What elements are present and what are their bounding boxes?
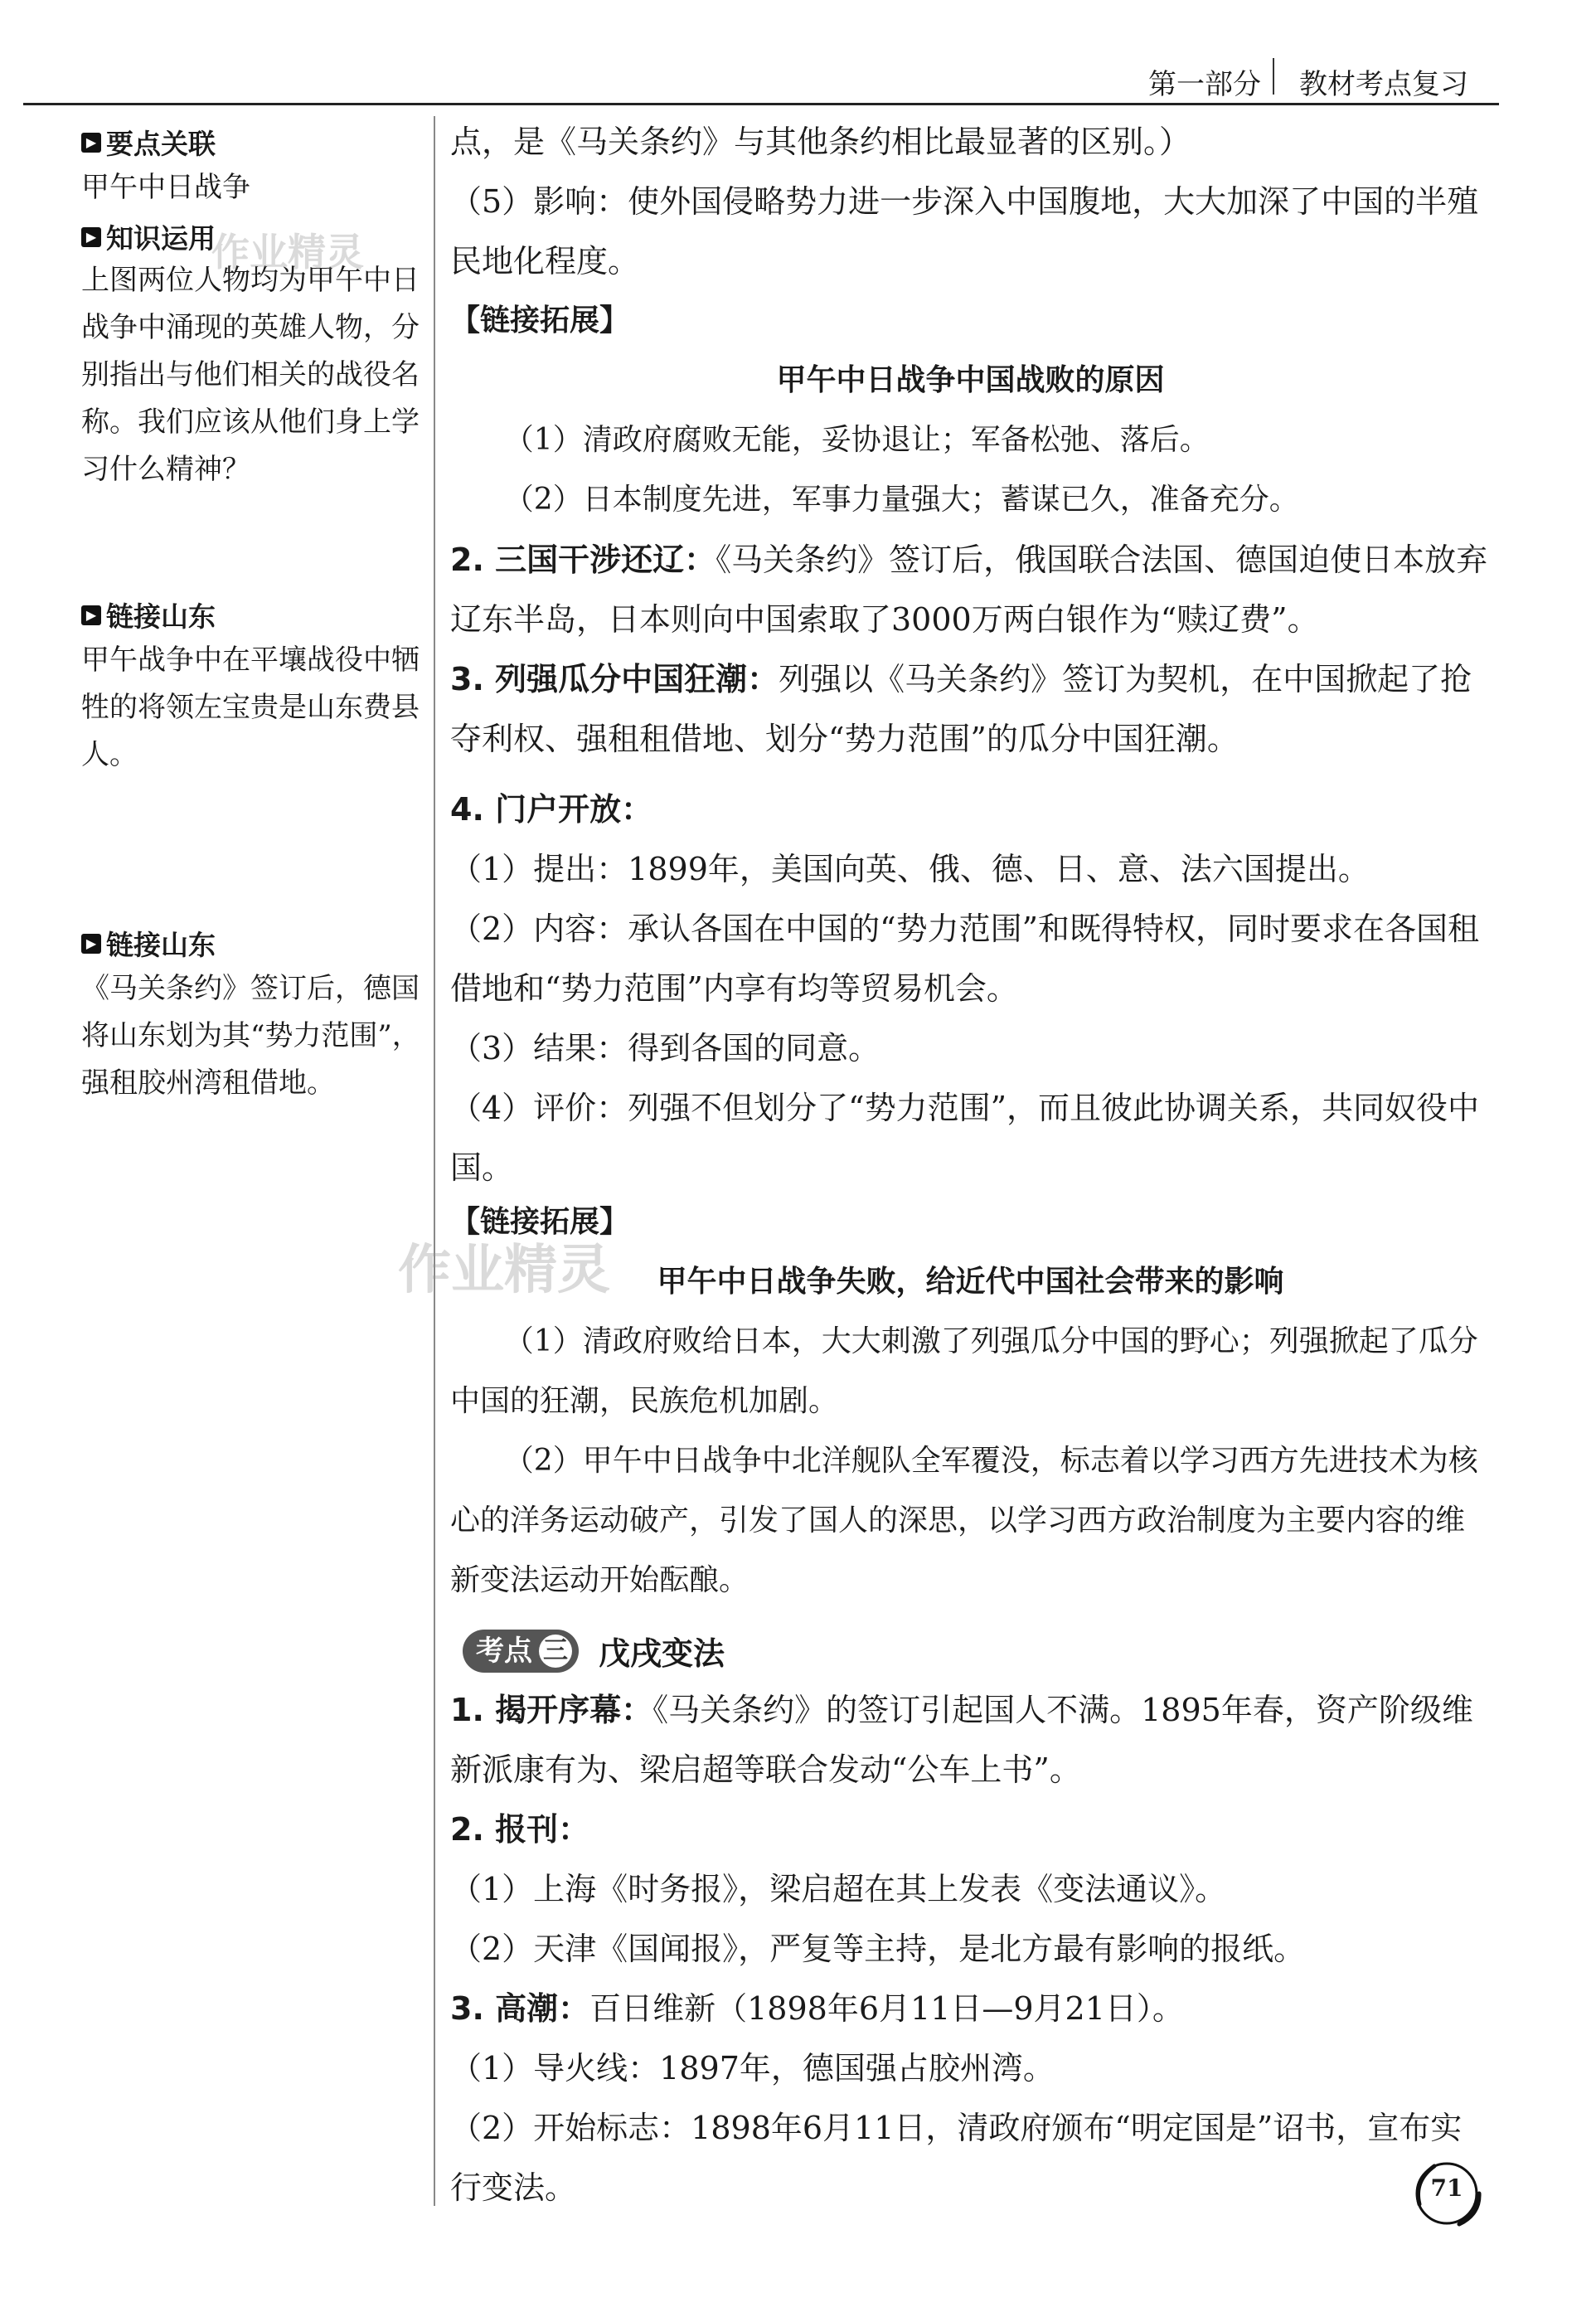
kaodian-badge — [463, 1630, 579, 1673]
header-separator — [1273, 58, 1274, 95]
sidebar-heading-text: 链接山东 — [106, 600, 216, 633]
section-intervention — [450, 530, 1491, 649]
section-label: 4. 门户开放： — [450, 791, 653, 828]
sidebar-heading-text: 要点关联 — [106, 128, 216, 160]
sidebar-text-knowledge-use: 上图两位人物均为甲午中日战争中涌现的英雄人物，分别指出与他们相关的战役名称。我们应该从他们身上学习什么精神？ — [81, 264, 420, 486]
sidebar-text-shandong-1: 甲午战争中在平壤战役中牺牲的将领左宝贵是山东费县人。 — [81, 644, 420, 771]
sidebar-text-shandong-2: 《马关条约》签订后，德国将山东划为其“势力范围”，强租胶州湾租借地。 — [81, 972, 420, 1100]
section-label: 2. 三国干涉还辽： — [450, 542, 716, 578]
watermark: 作业精灵 — [398, 1240, 610, 1301]
main-block-reform — [450, 1680, 1491, 2218]
sidebar-heading-shandong-2 — [81, 924, 216, 963]
open-door-item: （4）评价：列强不但划分了“势力范围”，而且彼此协调关系，共同奴役中国。 — [450, 1090, 1480, 1186]
page-number: 71 — [1430, 2174, 1463, 2202]
section-text: 《马关条约》的签订引起国人不满。1895年春，资产阶级维新派康有为、梁启超等联合发动“公车上书”。 — [450, 1692, 1473, 1788]
open-door-item: （3）结果：得到各国的同意。 — [450, 1030, 880, 1066]
main-block-open-door — [450, 780, 1491, 1197]
section-label: 3. 高潮： — [450, 1990, 590, 2027]
column-divider — [434, 116, 435, 2206]
climax-item: （2）开始标志：1898年6月11日，清政府颁布“明定国是”诏书，宣布实行变法。 — [450, 2110, 1463, 2206]
sidebar-heading-text: 知识运用 — [106, 222, 216, 255]
section-label: 3. 列强瓜分中国狂潮： — [450, 661, 779, 697]
link-extension-item: （2）甲午中日战争中北洋舰队全军覆没，标志着以学习西方先进技术为核心的洋务运动破产，引发了国人的深思，以学习西方政治制度为主要内容的维新变法运动开始酝酿。 — [450, 1444, 1478, 1597]
section-label: 2. 报刊： — [450, 1811, 590, 1848]
section-label: 1. 揭开序幕： — [450, 1692, 653, 1728]
sidebar-text-key-points: 甲午中日战争 — [81, 171, 250, 204]
open-door-item: （2）内容：承认各国在中国的“势力范围”和既得特权，同时要求在各国租借地和“势力范围”内享有均等贸易机会。 — [450, 911, 1480, 1007]
page-number-badge — [1409, 2156, 1484, 2231]
link-extension-tag: 【链接拓展】 — [450, 1205, 630, 1239]
section-text: 列强以《马关条约》签订为契机，在中国掀起了抢夺利权、强租租借地、划分“势力范围”的瓜分中国狂潮。 — [450, 661, 1472, 757]
kaodian-title: 戊戌变法 — [599, 1635, 725, 1672]
link-extension-item: （2）日本制度先进，军事力量强大；蓄谋已久，准备充分。 — [503, 483, 1299, 517]
play-icon: ▶ — [81, 934, 101, 954]
header-part: 第一部分 — [1148, 68, 1261, 101]
section-prelude — [450, 1680, 1491, 1800]
header-title: 教材考点复习 — [1299, 68, 1468, 101]
text-line: 点，是《马关条约》与其他条约相比最显著的区别。） — [450, 124, 1191, 160]
play-icon: ▶ — [81, 227, 101, 247]
press-item: （1）上海《时务报》，梁启超在其上发表《变法通议》。 — [450, 1871, 1227, 1907]
link-extension-item: （1）清政府败给日本，大大刺激了列强瓜分中国的野心；列强掀起了瓜分中国的狂潮，民族危机加剧。 — [450, 1324, 1478, 1418]
sidebar-heading-shandong-1 — [81, 595, 216, 634]
section-text: 《马关条约》签订后，俄国联合法国、德国迫使日本放弃辽东半岛，日本则向中国索取了3000万两白银作为“赎辽费”。 — [450, 542, 1488, 638]
watermark: 作业精灵 — [211, 230, 364, 274]
sidebar-heading-text: 链接山东 — [106, 929, 216, 961]
kaodian-label: 考点 — [476, 1634, 532, 1668]
link-extension-title: 甲午中日战争中国战败的原因 — [776, 363, 1165, 397]
sidebar-heading-knowledge-use — [81, 217, 216, 256]
section-climax — [450, 1979, 1491, 2038]
climax-item: （1）导火线：1897年，德国强占胶州湾。 — [450, 2050, 1055, 2086]
play-icon: ▶ — [81, 133, 101, 153]
section-text: 百日维新（1898年6月11日—9月21日）。 — [589, 1990, 1184, 2027]
link-extension-tag: 【链接拓展】 — [450, 304, 630, 338]
play-icon: ▶ — [81, 605, 101, 625]
main-block-top — [450, 112, 1491, 769]
link-extension-title: 甲午中日战争失败，给近代中国社会带来的影响 — [657, 1265, 1284, 1299]
press-item: （2）天津《国闻报》，严复等主持，是北方最有影响的报纸。 — [450, 1931, 1306, 1967]
effect-paragraph: （5）影响：使外国侵略势力进一步深入中国腹地，大大加深了中国的半殖民地化程度。 — [450, 183, 1479, 279]
kaodian-number: 三 — [539, 1635, 572, 1668]
sidebar-heading-key-points — [81, 123, 216, 162]
link-extension-item: （1）清政府腐败无能，妥协退让；军备松弛、落后。 — [503, 423, 1210, 457]
kaodian-heading — [463, 1628, 725, 1673]
header-rule — [23, 103, 1499, 105]
section-partition — [450, 649, 1491, 769]
open-door-item: （1）提出：1899年，美国向英、俄、德、日、意、法六国提出。 — [450, 851, 1370, 887]
